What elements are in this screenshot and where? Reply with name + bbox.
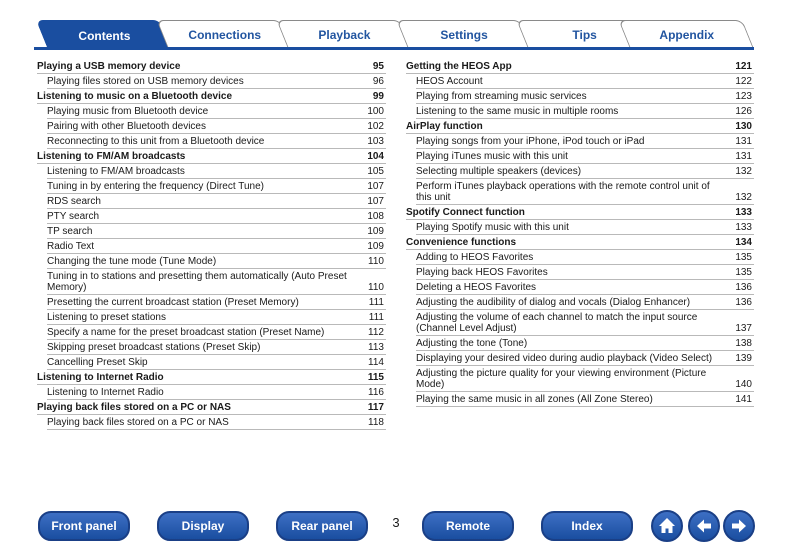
toc-entry[interactable] (47, 325, 386, 340)
toc-entry[interactable] (47, 164, 386, 179)
tab-underline (34, 47, 754, 50)
toc-entry-title: Adjusting the audibility of dialog and vocals (Dialog Enhancer) (416, 297, 691, 308)
toc-section-entry[interactable] (37, 89, 386, 104)
display-button[interactable]: Display (157, 511, 249, 541)
toc-entry-title: Tuning in by entering the frequency (Direct Tune) (47, 181, 264, 192)
toc-entry-title: Listening to the same music in multiple rooms (416, 106, 619, 117)
toc-entry-page: 104 (367, 151, 384, 162)
toc-entry-title: Radio Text (47, 241, 95, 252)
toc-entry[interactable] (47, 74, 386, 89)
toc-entry-page: 95 (372, 61, 384, 72)
toc-entry[interactable] (416, 351, 754, 366)
toc-entry[interactable] (416, 164, 754, 179)
toc-entry-page: 130 (735, 121, 752, 132)
toc-entry-title: Playing music from Bluetooth device (47, 106, 209, 117)
toc-entry-title: Adding to HEOS Favorites (416, 252, 534, 263)
toc-entry-title: Pairing with other Bluetooth devices (47, 121, 206, 132)
toc-entry-title: PTY search (47, 211, 100, 222)
toc-entry-page: 107 (367, 181, 384, 192)
toc-entry[interactable] (47, 295, 386, 310)
toc-entry-title: Playing from streaming music services (416, 91, 587, 102)
toc-entry-title: Adjusting the volume of each channel to match the input source (Channel Level Adjust) (416, 312, 698, 334)
arrow-right-icon (729, 516, 749, 536)
toc-entry[interactable] (47, 209, 386, 224)
toc-entry[interactable] (47, 415, 386, 430)
toc-entry[interactable] (416, 104, 754, 119)
toc-entry[interactable] (416, 179, 754, 205)
toc-section-entry[interactable] (37, 149, 386, 164)
toc-entry-page: 96 (372, 76, 384, 87)
toc-entry-title: Listening to preset stations (47, 312, 166, 323)
home-button[interactable] (651, 510, 683, 542)
forward-button[interactable] (723, 510, 755, 542)
front-panel-button[interactable]: Front panel (38, 511, 130, 541)
toc-entry[interactable] (416, 265, 754, 280)
toc-entry-page: 134 (735, 237, 752, 248)
toc-entry[interactable] (416, 250, 754, 265)
toc-entry-title: Specify a name for the preset broadcast station (Preset Name) (47, 327, 325, 338)
arrow-left-icon (694, 516, 714, 536)
toc-entry-page: 140 (735, 379, 752, 390)
toc-entry[interactable] (416, 310, 754, 336)
toc-entry-title: Cancelling Preset Skip (47, 357, 148, 368)
toc-entry-title: Adjusting the picture quality for your viewing environment (Picture Mode) (416, 368, 707, 390)
toc-entry[interactable] (47, 134, 386, 149)
toc-entry-page: 109 (367, 226, 384, 237)
toc-entry-page: 115 (367, 372, 384, 383)
toc-entry-page: 118 (368, 417, 384, 428)
toc-section-entry[interactable] (37, 400, 386, 415)
toc-entry[interactable] (416, 74, 754, 89)
toc-entry-title: Deleting a HEOS Favorites (416, 282, 537, 293)
toc-entry-title: Playing the same music in all zones (All Zone Stereo) (416, 394, 653, 405)
tab-bar (34, 20, 754, 48)
toc-entry-title: Listening to FM/AM broadcasts (37, 151, 186, 162)
toc-entry-page: 138 (735, 338, 752, 349)
toc-entry-title: Playing back files stored on a PC or NAS (37, 402, 231, 413)
toc-entry-page: 139 (735, 353, 752, 364)
tab-appendix[interactable]: Appendix (618, 20, 753, 48)
rear-panel-button[interactable]: Rear panel (276, 511, 368, 541)
toc-entry-title: Playing a USB memory device (37, 61, 181, 72)
toc-entry-title: Perform iTunes playback operations with the remote control unit of this unit (416, 181, 710, 203)
toc-entry-page: 131 (735, 151, 752, 162)
tab-connections[interactable]: Connections (156, 20, 291, 48)
toc-entry[interactable] (47, 340, 386, 355)
toc-entry-page: 135 (735, 252, 752, 263)
toc-entry[interactable] (416, 149, 754, 164)
toc-entry-page: 111 (368, 297, 384, 308)
toc-entry-page: 136 (735, 282, 752, 293)
toc-entry-title: Presetting the current broadcast station (Preset Memory) (47, 297, 299, 308)
toc-entry-title: Listening to Internet Radio (37, 372, 164, 383)
toc-entry-page: 123 (735, 91, 752, 102)
tab-settings[interactable]: Settings (396, 20, 531, 48)
remote-button[interactable]: Remote (422, 511, 514, 541)
toc-entry-page: 111 (368, 312, 384, 323)
toc-entry-page: 108 (367, 211, 384, 222)
toc-entry-page: 110 (368, 256, 384, 267)
toc-entry-page: 109 (367, 241, 384, 252)
toc-entry-title: TP search (47, 226, 93, 237)
toc-entry-title: Spotify Connect function (406, 207, 525, 218)
toc-entry[interactable] (47, 254, 386, 269)
toc-entry[interactable] (47, 194, 386, 209)
toc-entry-page: 126 (735, 106, 752, 117)
toc-entry[interactable] (47, 355, 386, 370)
toc-entry[interactable] (416, 280, 754, 295)
toc-entry[interactable] (47, 224, 386, 239)
toc-entry-page: 132 (735, 192, 752, 203)
toc-entry-page: 102 (367, 121, 384, 132)
toc-section-entry[interactable] (406, 119, 754, 134)
toc-section-entry[interactable] (406, 59, 754, 74)
toc-entry-title: Changing the tune mode (Tune Mode) (47, 256, 217, 267)
toc-entry-title: Playing Spotify music with this unit (416, 222, 569, 233)
toc-entry-page: 116 (368, 387, 384, 398)
toc-entry-title: Playing iTunes music with this unit (416, 151, 568, 162)
toc-entry-page: 135 (735, 267, 752, 278)
toc-entry-page: 99 (372, 91, 384, 102)
toc-entry-page: 103 (367, 136, 384, 147)
toc-entry-title: Playing back HEOS Favorites (416, 267, 548, 278)
toc-entry[interactable] (47, 269, 386, 295)
toc-entry-page: 112 (368, 327, 384, 338)
toc-entry-title: Listening to music on a Bluetooth device (37, 91, 233, 102)
toc-entry-title: Reconnecting to this unit from a Bluetooth device (47, 136, 265, 147)
toc-section-entry[interactable] (37, 370, 386, 385)
toc-entry-page: 122 (735, 76, 752, 87)
toc-entry[interactable] (47, 104, 386, 119)
toc-entry-page: 113 (368, 342, 384, 353)
toc-entry-page: 136 (735, 297, 752, 308)
toc-left-column (37, 59, 386, 430)
toc-entry-page: 121 (735, 61, 752, 72)
toc-entry-page: 132 (735, 166, 752, 177)
toc-entry-title: Playing files stored on USB memory devices (47, 76, 244, 87)
toc-entry-title: Convenience functions (406, 237, 517, 248)
toc-entry-title: HEOS Account (416, 76, 483, 87)
toc-entry-title: Playing songs from your iPhone, iPod touch or iPad (416, 136, 645, 147)
toc-entry-page: 141 (735, 394, 752, 405)
toc-entry-title: Listening to Internet Radio (47, 387, 164, 398)
home-icon (657, 516, 677, 536)
toc-entry-page: 110 (368, 282, 384, 293)
toc-entry[interactable] (416, 134, 754, 149)
toc-entry-title: Skipping preset broadcast stations (Preset Skip) (47, 342, 261, 353)
toc-entry-title: AirPlay function (406, 121, 483, 132)
tab-contents[interactable]: Contents (36, 20, 172, 50)
back-button[interactable] (688, 510, 720, 542)
toc-entry-title: RDS search (47, 196, 101, 207)
toc-entry-page: 131 (735, 136, 752, 147)
toc-entry-page: 107 (367, 196, 384, 207)
toc-entry-title: Selecting multiple speakers (devices) (416, 166, 582, 177)
index-button[interactable]: Index (541, 511, 633, 541)
toc-entry[interactable] (416, 295, 754, 310)
toc-entry-page: 114 (368, 357, 384, 368)
toc-entry[interactable] (416, 89, 754, 104)
tab-tips[interactable]: Tips (516, 20, 651, 48)
toc-entry[interactable] (416, 366, 754, 392)
toc-entry-page: 137 (735, 323, 752, 334)
toc-entry[interactable] (47, 119, 386, 134)
toc-entry-title: Getting the HEOS App (406, 61, 512, 72)
toc-entry[interactable] (416, 336, 754, 351)
toc-entry-title: Displaying your desired video during audio playback (Video Select) (416, 353, 713, 364)
tab-playback[interactable]: Playback (276, 20, 411, 48)
toc-entry[interactable] (47, 310, 386, 325)
toc-entry-page: 117 (367, 402, 384, 413)
toc-entry[interactable] (416, 220, 754, 235)
toc-entry-title: Playing back files stored on a PC or NAS (47, 417, 229, 428)
toc-entry-title: Tuning in to stations and presetting them automatically (Auto Preset Memory) (47, 271, 347, 293)
toc-entry[interactable] (47, 239, 386, 254)
toc-entry[interactable] (416, 392, 754, 407)
toc-entry-page: 133 (735, 222, 752, 233)
toc-entry-page: 100 (367, 106, 384, 117)
toc-entry-page: 133 (735, 207, 752, 218)
toc-section-entry[interactable] (406, 235, 754, 250)
page-number: 3 (392, 515, 400, 530)
toc-section-entry[interactable] (37, 59, 386, 74)
toc-entry-page: 105 (367, 166, 384, 177)
toc-entry-title: Adjusting the tone (Tone) (416, 338, 528, 349)
toc-entry[interactable] (47, 385, 386, 400)
toc-entry[interactable] (47, 179, 386, 194)
toc-entry-title: Listening to FM/AM broadcasts (47, 166, 185, 177)
toc-section-entry[interactable] (406, 205, 754, 220)
toc-right-column (406, 59, 754, 407)
